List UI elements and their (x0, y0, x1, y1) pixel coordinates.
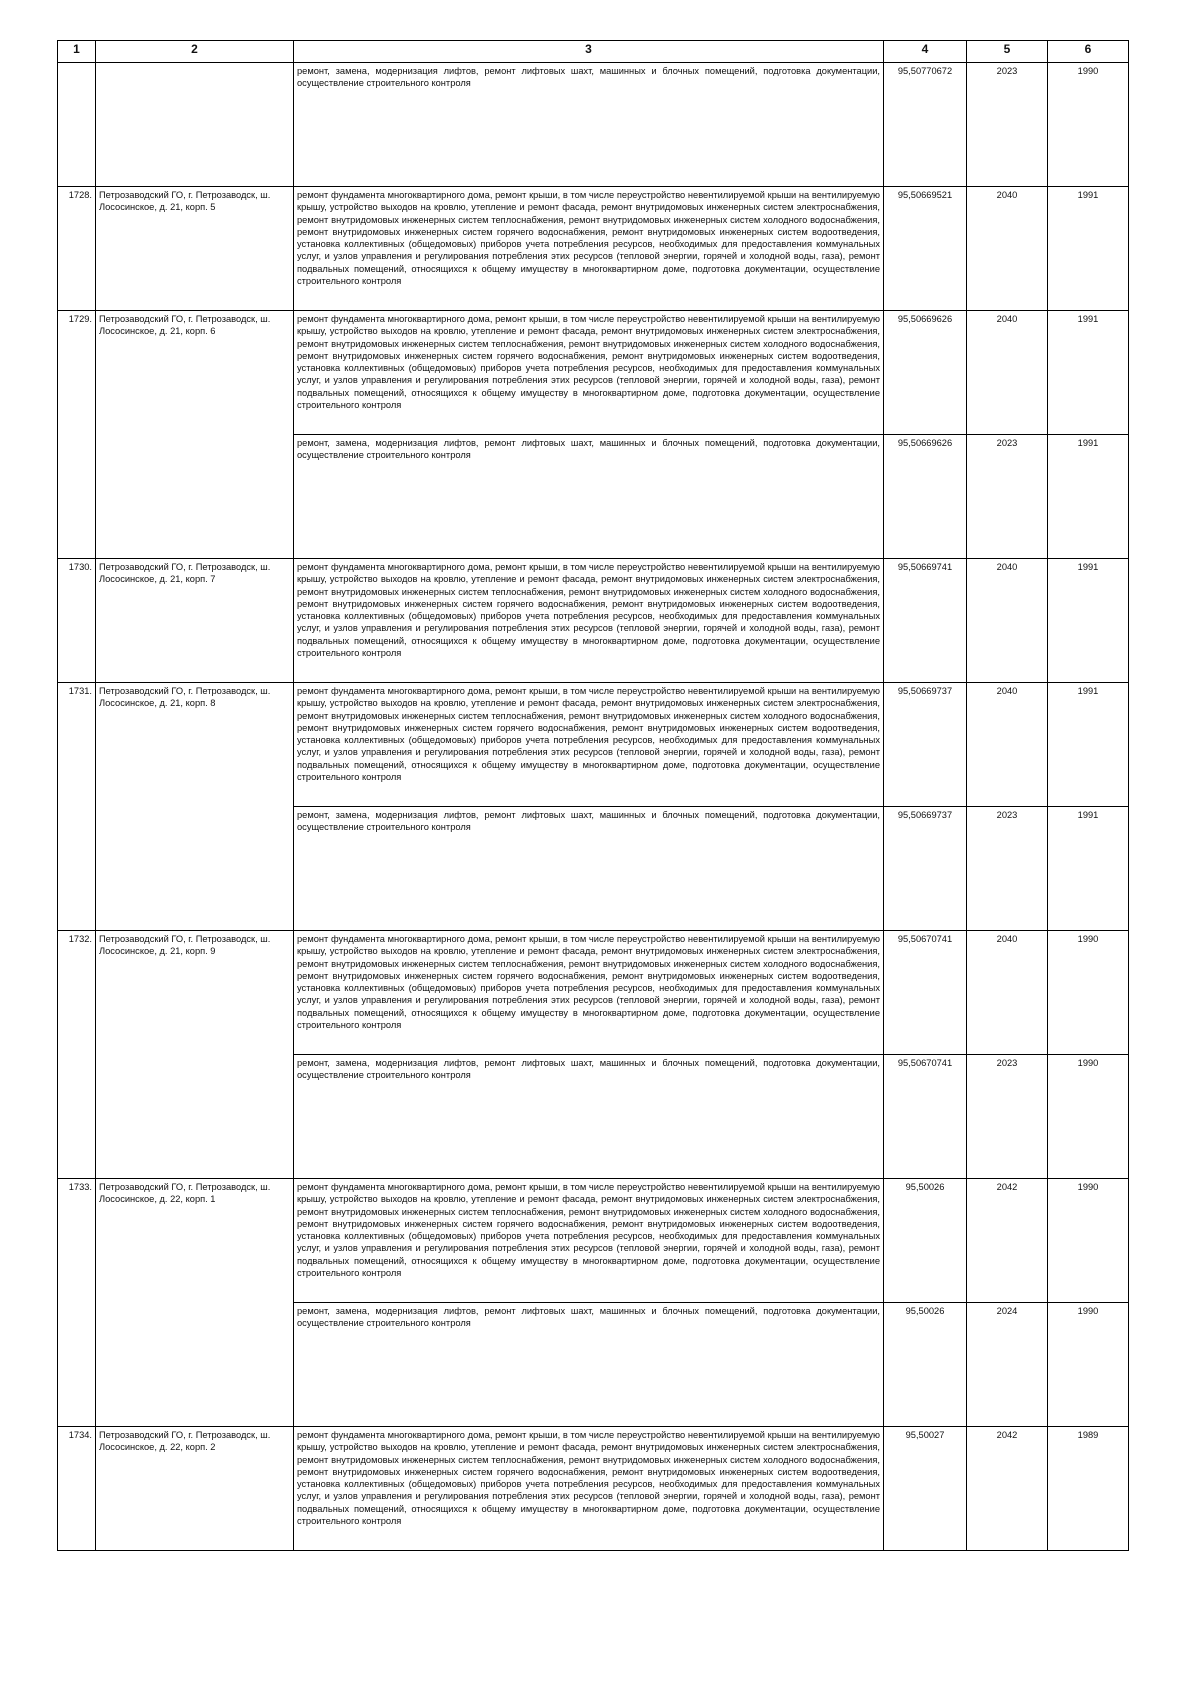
build-year: 1989 (1048, 1427, 1129, 1551)
cost-value: 95,50770672 (884, 63, 967, 187)
table-row (58, 931, 1129, 1055)
build-year: 1991 (1048, 807, 1129, 931)
row-number (58, 63, 96, 187)
cost-value: 95,50669737 (884, 807, 967, 931)
planned-year: 2023 (967, 1055, 1048, 1179)
header-col-3: 3 (294, 41, 884, 63)
table-row (58, 311, 1129, 435)
work-description: ремонт фундамента многоквартирного дома, ремонт крыши, в том числе переустройство невентилируемой крыши на вентилируемую крышу, устройство выходов на кровлю, утепление и ремонт фасада, ремонт внутридомовых инженерных систем электроснабжения, ремонт внутридомовых инженерных систем теплоснабжения, ремонт внутридомовых инженерных систем холодного водоснабжения, ремонт внутридомовых инженерных систем горячего водоснабжения, ремонт внутридомовых инженерных систем водоотведения, установка коллективных (общедомовых) приборов учета потребления ресурсов, необходимых для предоставления коммунальных услуг, и узлов управления и регулирования потребления этих ресурсов (тепловой энергии, горячей и холодной воды, газа), ремонт подвальных помещений, относящихся к общему имуществу в многоквартирном доме, подготовка документации, осуществление строительного контроля (294, 187, 884, 311)
address-cell: Петрозаводский ГО, г. Петрозаводск, ш. Лососинское, д. 21, корп. 7 (96, 559, 294, 683)
header-col-4: 4 (884, 41, 967, 63)
planned-year: 2023 (967, 63, 1048, 187)
work-description: ремонт, замена, модернизация лифтов, ремонт лифтовых шахт, машинных и блочных помещений, подготовка документации, осуществление строительного контроля (294, 1055, 884, 1179)
planned-year: 2040 (967, 187, 1048, 311)
header-row (58, 41, 1129, 63)
planned-year: 2040 (967, 931, 1048, 1055)
work-description: ремонт фундамента многоквартирного дома, ремонт крыши, в том числе переустройство невентилируемой крыши на вентилируемую крышу, устройство выходов на кровлю, утепление и ремонт фасада, ремонт внутридомовых инженерных систем электроснабжения, ремонт внутридомовых инженерных систем теплоснабжения, ремонт внутридомовых инженерных систем холодного водоснабжения, ремонт внутридомовых инженерных систем горячего водоснабжения, ремонт внутридомовых инженерных систем водоотведения, установка коллективных (общедомовых) приборов учета потребления ресурсов, необходимых для предоставления коммунальных услуг, и узлов управления и регулирования потребления этих ресурсов (тепловой энергии, горячей и холодной воды, газа), ремонт подвальных помещений, относящихся к общему имуществу в многоквартирном доме, подготовка документации, осуществление строительного контроля (294, 1179, 884, 1303)
build-year: 1991 (1048, 311, 1129, 435)
capital-repair-table (57, 40, 1129, 1551)
build-year: 1990 (1048, 1055, 1129, 1179)
work-description: ремонт, замена, модернизация лифтов, ремонт лифтовых шахт, машинных и блочных помещений, подготовка документации, осуществление строительного контроля (294, 807, 884, 931)
planned-year: 2024 (967, 1303, 1048, 1427)
cost-value: 95,50027 (884, 1427, 967, 1551)
planned-year: 2040 (967, 559, 1048, 683)
cost-value: 95,50669737 (884, 683, 967, 807)
row-number: 1731. (58, 683, 96, 931)
cost-value: 95,50026 (884, 1303, 967, 1427)
planned-year: 2042 (967, 1179, 1048, 1303)
header-col-1: 1 (58, 41, 96, 63)
build-year: 1990 (1048, 1303, 1129, 1427)
address-cell: Петрозаводский ГО, г. Петрозаводск, ш. Лососинское, д. 21, корп. 6 (96, 311, 294, 559)
work-description: ремонт фундамента многоквартирного дома, ремонт крыши, в том числе переустройство невентилируемой крыши на вентилируемую крышу, устройство выходов на кровлю, утепление и ремонт фасада, ремонт внутридомовых инженерных систем электроснабжения, ремонт внутридомовых инженерных систем теплоснабжения, ремонт внутридомовых инженерных систем холодного водоснабжения, ремонт внутридомовых инженерных систем горячего водоснабжения, ремонт внутридомовых инженерных систем водоотведения, установка коллективных (общедомовых) приборов учета потребления ресурсов, необходимых для предоставления коммунальных услуг, и узлов управления и регулирования потребления этих ресурсов (тепловой энергии, горячей и холодной воды, газа), ремонт подвальных помещений, относящихся к общему имуществу в многоквартирном доме, подготовка документации, осуществление строительного контроля (294, 683, 884, 807)
build-year: 1991 (1048, 187, 1129, 311)
row-number: 1728. (58, 187, 96, 311)
address-cell: Петрозаводский ГО, г. Петрозаводск, ш. Лососинское, д. 22, корп. 2 (96, 1427, 294, 1551)
work-description: ремонт, замена, модернизация лифтов, ремонт лифтовых шахт, машинных и блочных помещений, подготовка документации, осуществление строительного контроля (294, 63, 884, 187)
cost-value: 95,50669626 (884, 311, 967, 435)
build-year: 1991 (1048, 683, 1129, 807)
header-col-5: 5 (967, 41, 1048, 63)
row-number: 1732. (58, 931, 96, 1179)
cost-value: 95,50669741 (884, 559, 967, 683)
table-row (58, 1427, 1129, 1551)
build-year: 1990 (1048, 63, 1129, 187)
cost-value: 95,50670741 (884, 1055, 967, 1179)
table-row (58, 1179, 1129, 1303)
header-col-6: 6 (1048, 41, 1129, 63)
row-number: 1733. (58, 1179, 96, 1427)
row-number: 1730. (58, 559, 96, 683)
planned-year: 2042 (967, 1427, 1048, 1551)
work-description: ремонт фундамента многоквартирного дома, ремонт крыши, в том числе переустройство невентилируемой крыши на вентилируемую крышу, устройство выходов на кровлю, утепление и ремонт фасада, ремонт внутридомовых инженерных систем электроснабжения, ремонт внутридомовых инженерных систем теплоснабжения, ремонт внутридомовых инженерных систем холодного водоснабжения, ремонт внутридомовых инженерных систем горячего водоснабжения, ремонт внутридомовых инженерных систем водоотведения, установка коллективных (общедомовых) приборов учета потребления ресурсов, необходимых для предоставления коммунальных услуг, и узлов управления и регулирования потребления этих ресурсов (тепловой энергии, горячей и холодной воды, газа), ремонт подвальных помещений, относящихся к общему имуществу в многоквартирном доме, подготовка документации, осуществление строительного контроля (294, 1427, 884, 1551)
table-body (58, 63, 1129, 1551)
address-cell: Петрозаводский ГО, г. Петрозаводск, ш. Лососинское, д. 21, корп. 8 (96, 683, 294, 931)
table-row (58, 187, 1129, 311)
build-year: 1990 (1048, 931, 1129, 1055)
address-cell: Петрозаводский ГО, г. Петрозаводск, ш. Лососинское, д. 21, корп. 9 (96, 931, 294, 1179)
planned-year: 2040 (967, 311, 1048, 435)
address-cell (96, 63, 294, 187)
address-cell: Петрозаводский ГО, г. Петрозаводск, ш. Лососинское, д. 22, корп. 1 (96, 1179, 294, 1427)
work-description: ремонт фундамента многоквартирного дома, ремонт крыши, в том числе переустройство невентилируемой крыши на вентилируемую крышу, устройство выходов на кровлю, утепление и ремонт фасада, ремонт внутридомовых инженерных систем электроснабжения, ремонт внутридомовых инженерных систем теплоснабжения, ремонт внутридомовых инженерных систем холодного водоснабжения, ремонт внутридомовых инженерных систем горячего водоснабжения, ремонт внутридомовых инженерных систем водоотведения, установка коллективных (общедомовых) приборов учета потребления ресурсов, необходимых для предоставления коммунальных услуг, и узлов управления и регулирования потребления этих ресурсов (тепловой энергии, горячей и холодной воды, газа), ремонт подвальных помещений, относящихся к общему имуществу в многоквартирном доме, подготовка документации, осуществление строительного контроля (294, 931, 884, 1055)
work-description: ремонт, замена, модернизация лифтов, ремонт лифтовых шахт, машинных и блочных помещений, подготовка документации, осуществление строительного контроля (294, 435, 884, 559)
build-year: 1991 (1048, 435, 1129, 559)
row-number: 1729. (58, 311, 96, 559)
planned-year: 2040 (967, 683, 1048, 807)
planned-year: 2023 (967, 807, 1048, 931)
work-description: ремонт фундамента многоквартирного дома, ремонт крыши, в том числе переустройство невентилируемой крыши на вентилируемую крышу, устройство выходов на кровлю, утепление и ремонт фасада, ремонт внутридомовых инженерных систем электроснабжения, ремонт внутридомовых инженерных систем теплоснабжения, ремонт внутридомовых инженерных систем холодного водоснабжения, ремонт внутридомовых инженерных систем горячего водоснабжения, ремонт внутридомовых инженерных систем водоотведения, установка коллективных (общедомовых) приборов учета потребления ресурсов, необходимых для предоставления коммунальных услуг, и узлов управления и регулирования потребления этих ресурсов (тепловой энергии, горячей и холодной воды, газа), ремонт подвальных помещений, относящихся к общему имуществу в многоквартирном доме, подготовка документации, осуществление строительного контроля (294, 311, 884, 435)
work-description: ремонт фундамента многоквартирного дома, ремонт крыши, в том числе переустройство невентилируемой крыши на вентилируемую крышу, устройство выходов на кровлю, утепление и ремонт фасада, ремонт внутридомовых инженерных систем электроснабжения, ремонт внутридомовых инженерных систем теплоснабжения, ремонт внутридомовых инженерных систем холодного водоснабжения, ремонт внутридомовых инженерных систем горячего водоснабжения, ремонт внутридомовых инженерных систем водоотведения, установка коллективных (общедомовых) приборов учета потребления ресурсов, необходимых для предоставления коммунальных услуг, и узлов управления и регулирования потребления этих ресурсов (тепловой энергии, горячей и холодной воды, газа), ремонт подвальных помещений, относящихся к общему имуществу в многоквартирном доме, подготовка документации, осуществление строительного контроля (294, 559, 884, 683)
header-col-2: 2 (96, 41, 294, 63)
table-row (58, 559, 1129, 683)
cost-value: 95,50670741 (884, 931, 967, 1055)
address-cell: Петрозаводский ГО, г. Петрозаводск, ш. Лососинское, д. 21, корп. 5 (96, 187, 294, 311)
build-year: 1990 (1048, 1179, 1129, 1303)
table-row (58, 683, 1129, 807)
row-number: 1734. (58, 1427, 96, 1551)
cost-value: 95,50669521 (884, 187, 967, 311)
planned-year: 2023 (967, 435, 1048, 559)
build-year: 1991 (1048, 559, 1129, 683)
cost-value: 95,50669626 (884, 435, 967, 559)
cost-value: 95,50026 (884, 1179, 967, 1303)
table-row (58, 63, 1129, 187)
work-description: ремонт, замена, модернизация лифтов, ремонт лифтовых шахт, машинных и блочных помещений, подготовка документации, осуществление строительного контроля (294, 1303, 884, 1427)
